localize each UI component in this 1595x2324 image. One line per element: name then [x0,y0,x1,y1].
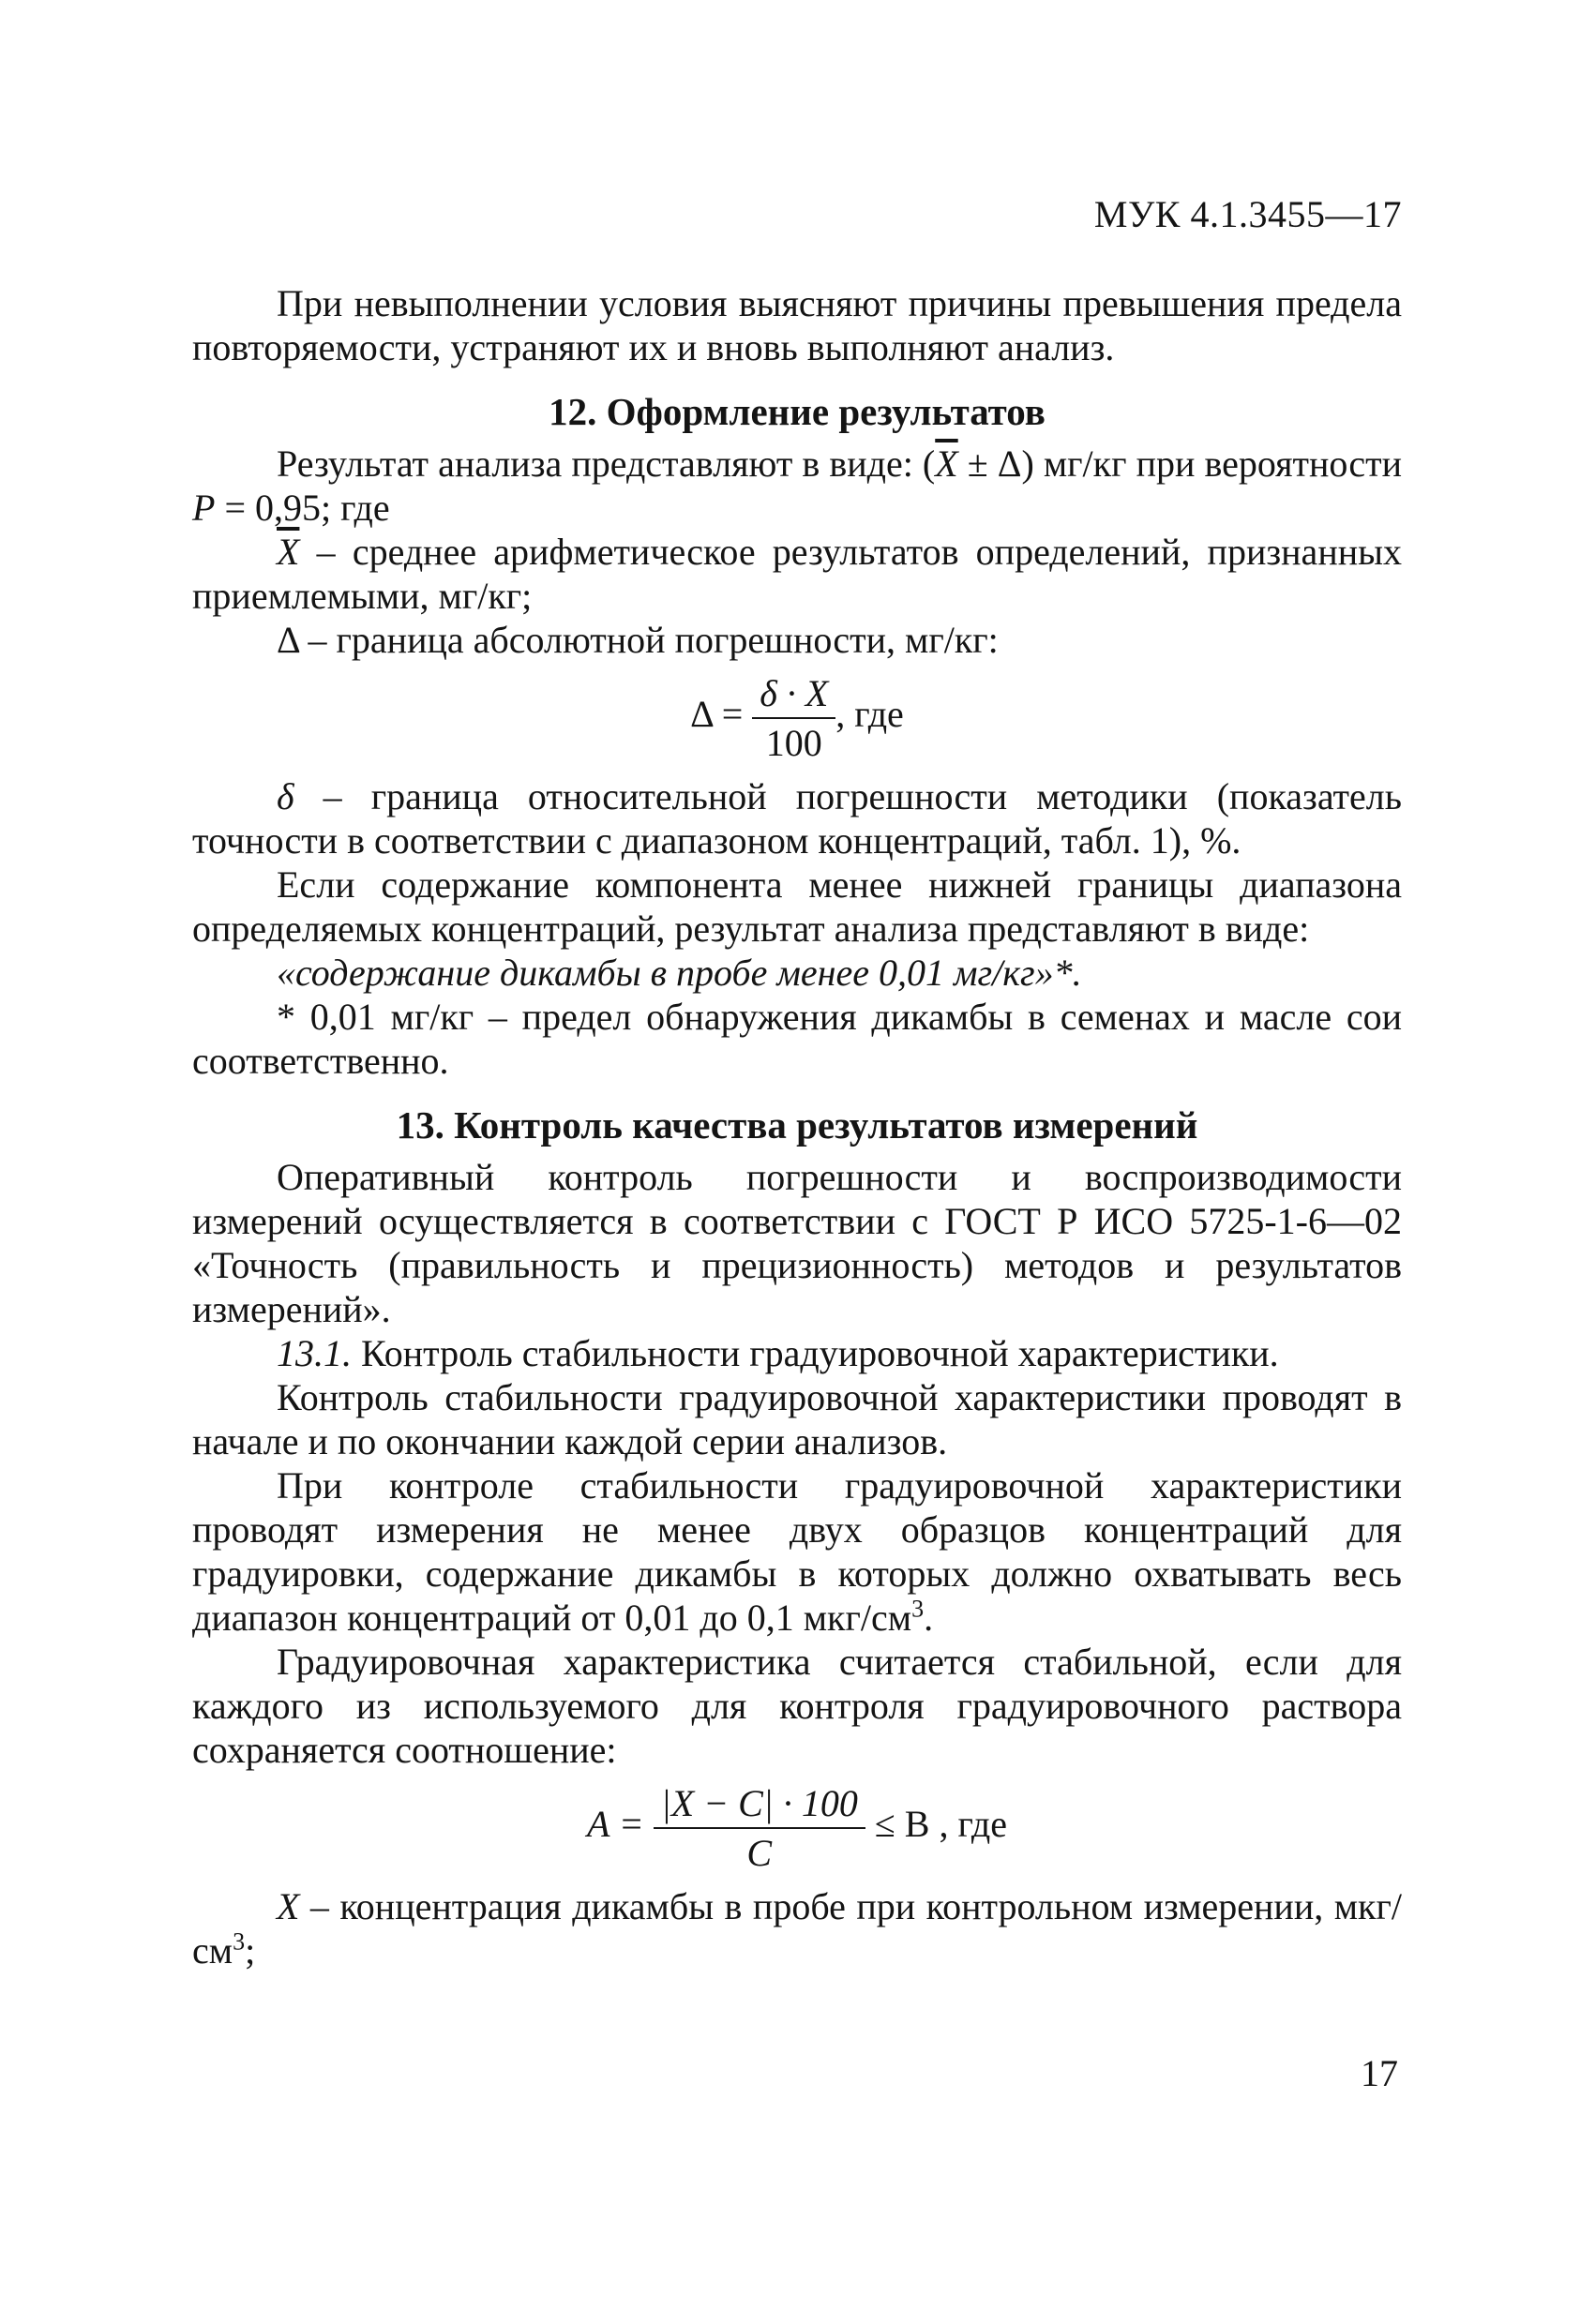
section-13-paragraph-2: Контроль стабильности градуировочной характеристики проводят в начале и по окончании каждой серии анализов. [192,1376,1402,1462]
x-mean-definition: $\overline{X}$ – среднее арифметическое результатов определений, признанных приемлемыми, мг/кг; [192,531,1402,617]
x-mean-symbol: $\overline{X}$ [935,442,958,485]
below-range-paragraph: Если содержание компонента менее нижней границы диапазона определяемых концентраций, результат анализа представляют в виде: [192,863,1402,950]
delta-formula-denominator: 100 [765,722,822,764]
delta-formula-lhs: Δ = [690,693,744,736]
stability-formula-fraction [654,1781,865,1875]
stability-formula [192,1781,1402,1875]
subsection-13-1-title: 13.1. Контроль стабильности градуировочной характеристики. [277,1332,1279,1374]
delta-formula [192,671,1402,765]
delta-formula-suffix: , где [835,693,904,736]
section-13-heading: 13. Контроль качества результатов измерений [396,1103,1198,1147]
page-number: 17 [1361,2052,1398,2094]
relative-error-definition: δ – граница относительной погрешности методики (показатель точности в соответствии с диапазоном концентраций, табл. 1), %. [192,775,1402,862]
intro-paragraph: При невыполнении условия выясняют причины превышения предела повторяемости, устраняют их и вновь выполняют анализ. [192,282,1402,368]
stability-formula-numerator: |X − C| · 100 [654,1781,865,1829]
footnote: * 0,01 мг/кг – предел обнаружения дикамбы в семенах и масле сои соответственно. [192,996,1402,1082]
section-12-heading: 12. Оформление результатов [549,390,1046,433]
below-range-example: «содержание дикамбы в пробе менее 0,01 мг/кг»*. [277,952,1082,994]
delta-definition: Δ – граница абсолютной погрешности, мг/кг: [277,619,999,661]
section-13-paragraph-4: Градуировочная характеристика считается стабильной, если для каждого из используемого для контроля градуировочного раствора сохраняется соотношение: [192,1641,1402,1771]
probability-symbol: P [192,487,216,529]
section-13-paragraph-3: При контроле стабильности градуировочной характеристики проводят измерения не менее двух образцов концентраций для градуировки, содержание дикамбы в которых должно охватывать весь диапазон концентраций от 0,01 до 0,1 мкг/$см^3$. [192,1464,1402,1639]
x-concentration-definition: X – концентрация дикамбы в пробе при контрольном измерении, мкг/$см^3$; [192,1885,1402,1972]
stability-formula-lhs: A = [587,1803,644,1846]
delta-formula-fraction [752,671,835,765]
page-content [192,281,1402,1972]
document-code: МУК 4.1.3455—17 [1093,193,1402,235]
delta-formula-numerator: δ · X [752,671,835,719]
result-format-paragraph: Результат анализа представляют в виде: $(\overline{X} \pm \Delta)$ мг/кг при вероятности P = 0,95; где [192,442,1403,529]
stability-formula-suffix: ≤ B , где [874,1803,1007,1846]
section-13-paragraph-1: Оперативный контроль погрешности и воспроизводимости измерений осуществляется в соответствии с ГОСТ Р ИСО 5725-1-6—02 «Точность (правильность и прецизионность) методов и результатов измерений». [192,1156,1402,1330]
stability-formula-denominator: C [746,1832,773,1874]
